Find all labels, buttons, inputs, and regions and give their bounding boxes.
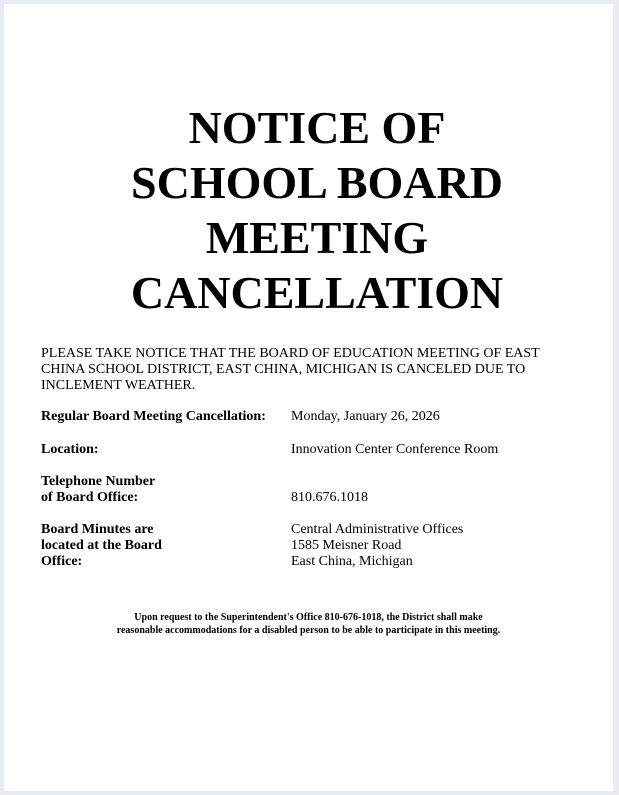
- notice-title: [4, 100, 619, 320]
- telephone-label-line: of Board Office:: [41, 490, 139, 505]
- title-line: MEETING: [205, 212, 429, 263]
- meeting-label: Regular Board Meeting Cancellation:: [41, 409, 266, 424]
- minutes-label-line: Office:: [41, 554, 83, 569]
- minutes-label-line: located at the Board: [41, 538, 162, 553]
- address-line: East China, Michigan: [291, 554, 413, 569]
- telephone-value: 810.676.1018: [291, 490, 368, 505]
- minutes-label-line: Board Minutes are: [41, 522, 154, 537]
- minutes-address: [291, 522, 581, 570]
- notice-intro: PLEASE TAKE NOTICE THAT THE BOARD OF EDUCATION MEETING OF EAST CHINA SCHOOL DISTRICT, EAST CHINA, MICHIGAN IS CANCELED DUE TO INCLEMENT WEATHER.: [41, 346, 540, 393]
- address-line: 1585 Meisner Road: [291, 538, 402, 553]
- title-line: CANCELLATION: [130, 267, 504, 318]
- address-line: Central Administrative Offices: [291, 522, 464, 537]
- accommodation-note-line: reasonable accommodations for a disabled person to be able to participate in this meeting.: [116, 625, 501, 636]
- telephone-label-line: Telephone Number: [41, 474, 156, 489]
- title-line: SCHOOL BOARD: [131, 157, 503, 208]
- minutes-label: [41, 522, 281, 570]
- accommodation-note-line: Upon request to the Superintendent's Office 810-676-1018, the District shall make: [134, 612, 483, 623]
- accommodation-note: [4, 611, 613, 637]
- telephone-label: [41, 474, 281, 506]
- meeting-date: Monday, January 26, 2026: [291, 409, 440, 424]
- title-line: NOTICE OF: [188, 102, 446, 153]
- location-label: Location:: [41, 442, 99, 457]
- location-value: Innovation Center Conference Room: [291, 442, 499, 457]
- notice-page: [4, 4, 613, 791]
